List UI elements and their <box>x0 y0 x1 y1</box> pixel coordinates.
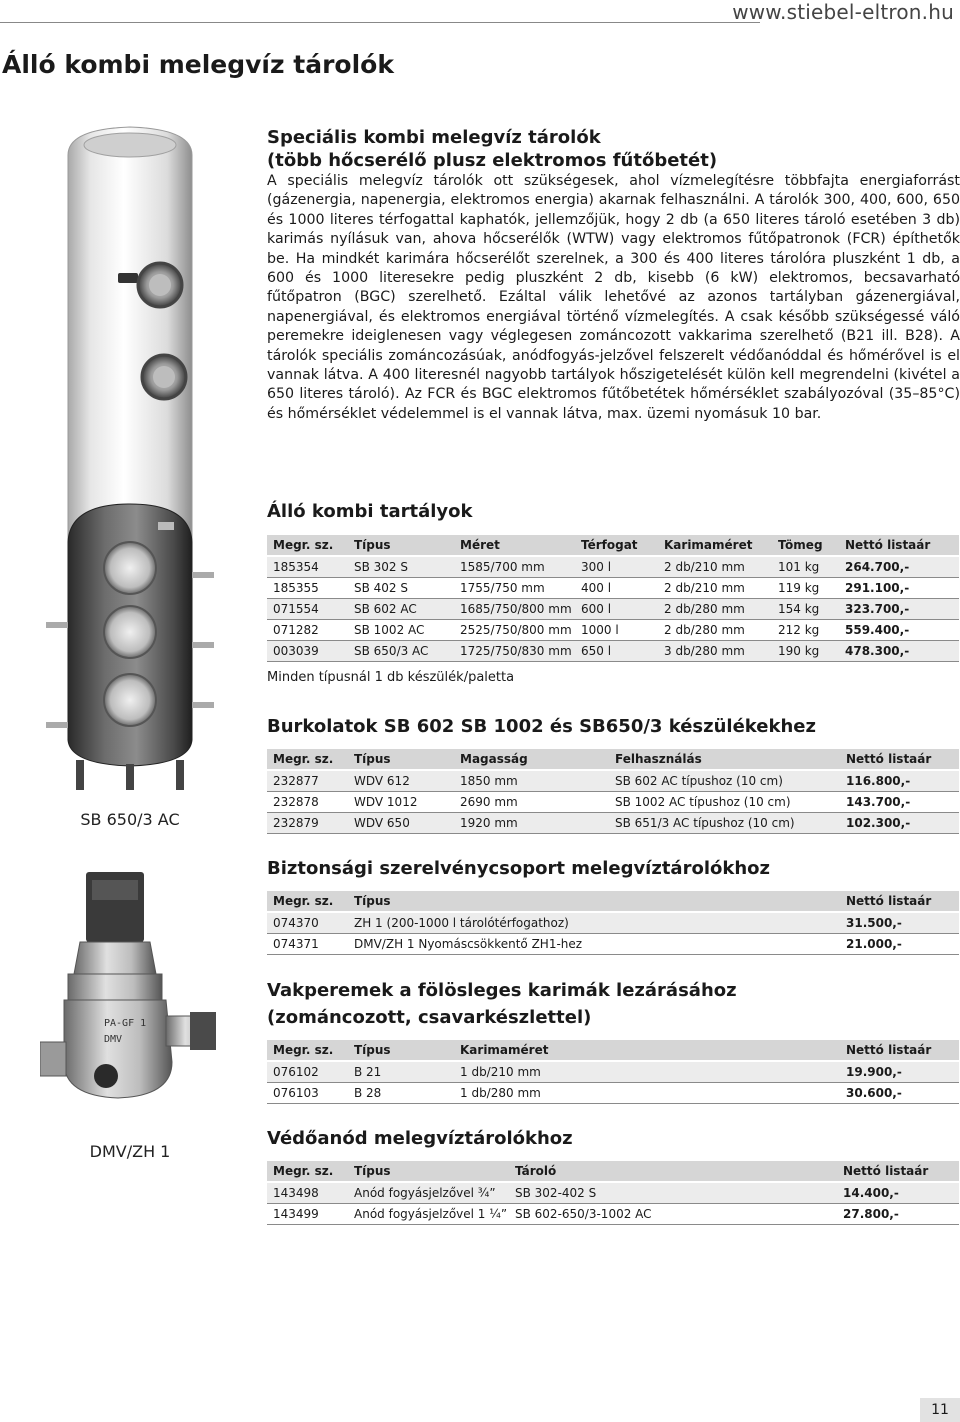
table-cell: Anód fogyásjelzővel 1 ¼” <box>348 1204 509 1225</box>
price-cell: 291.100,- <box>839 578 959 599</box>
table-cell: 300 l <box>575 556 658 578</box>
table-row <box>267 620 959 641</box>
table-cell: SB 602 AC típushoz (10 cm) <box>609 770 840 792</box>
table-cell: SB 602 AC <box>348 599 454 620</box>
table-cell: WDV 650 <box>348 813 454 834</box>
table-cell: 232877 <box>267 770 348 792</box>
table-cell: 076102 <box>267 1061 348 1083</box>
table-row <box>267 934 959 955</box>
table-header-cell: Nettó listaár <box>840 1040 959 1061</box>
table-cell: 232879 <box>267 813 348 834</box>
table-cell: SB 402 S <box>348 578 454 599</box>
table-header-cell: Megr. sz. <box>267 891 348 912</box>
page-title: Álló kombi melegvíz tárolók <box>2 50 394 79</box>
table-cell: 2 db/280 mm <box>658 620 772 641</box>
anode-table <box>267 1161 959 1225</box>
table-header-cell: Felhasználás <box>609 749 840 770</box>
table-cell: 400 l <box>575 578 658 599</box>
table-cell: 2 db/210 mm <box>658 578 772 599</box>
table-cell: 1755/750 mm <box>454 578 575 599</box>
table-cell: DMV/ZH 1 Nyomáscsökkentő ZH1-hez <box>348 934 840 955</box>
price-cell: 31.500,- <box>840 912 959 934</box>
intro-block <box>267 126 960 424</box>
table-cell: 2525/750/800 mm <box>454 620 575 641</box>
section-title-covers: Burkolatok SB 602 SB 1002 és SB650/3 készülékekhez <box>267 716 816 737</box>
table-header-cell: Megr. sz. <box>267 1040 348 1061</box>
table-cell: WDV 612 <box>348 770 454 792</box>
table-header-cell: Nettó listaár <box>840 749 959 770</box>
table-cell: 2 db/210 mm <box>658 556 772 578</box>
table-row <box>267 641 959 662</box>
table-cell: 071282 <box>267 620 348 641</box>
table-header-cell: Karimaméret <box>658 535 772 556</box>
table-cell: 143498 <box>267 1182 348 1204</box>
table-row <box>267 1061 959 1083</box>
table-row <box>267 578 959 599</box>
intro-paragraph: A speciális melegvíz tárolók ott szükségesek, ahol vízmelegítésre többfajta energiaforrást (gázenergia, napenergia, elektromos energia) akarnak felhasználni. A tárolók 300, 400, 600, 650 és 1000 literes térfogattal kaphatók, jellemzőjük, hogy 2 db (a 650 literes tároló esetében 3 db) karimás nyílásuk van, ahova hőcserélők (WTW) vagy elektromos fűtőpatronok (FCR) építhetők be. Ha mindkét karimára hőcserélőt szerelnek, a 300 és 400 literes tárolóra pluszként 1 db, a 600 és 1000 literesekre pedig pluszként 2 db, kisebb (6 kW) elektromos, becsavarható fűtőpatron (BGC) szerelhető. Ezáltal válik lehetővé az azonos tartályban gázenergiával, napenergiával, és elektromos energiával történő vízmelegítés. A csak később szükségessé váló peremekre ideiglenesen vagy véglegesen zománcozott vakkarima szerelhető (B21 ill. B28). A tárolók speciális zománcozásúak, anódfogyás-jelzővel felszerelt védőanóddal és hőmérővel is el vannak látva. A 400 literesnél nagyobb tartályok hőszigetelését külön kell megrendelni (kivétel a 650 literes tároló). Az FCR és BGC elektromos fűtőbetétek hőmérséklet szabályozóval (35–85°C) és hőmérséklet védelemmel is el vannak látva, max. üzemi nyomásuk 10 bar. <box>267 173 960 422</box>
sb650-caption: SB 650/3 AC <box>80 810 180 829</box>
table-cell: 1000 l <box>575 620 658 641</box>
table-cell: 154 kg <box>772 599 839 620</box>
table-cell: 003039 <box>267 641 348 662</box>
dmv-valve-image <box>40 866 220 1132</box>
table-header-cell: Karimaméret <box>454 1040 840 1061</box>
section-title-blind-flanges-line2: (zománcozott, csavarkészlettel) <box>267 1007 592 1028</box>
table-cell: 185355 <box>267 578 348 599</box>
dmv-label-1: PA-GF 1 <box>104 1018 147 1029</box>
price-cell: 14.400,- <box>837 1182 959 1204</box>
table-header-cell: Méret <box>454 535 575 556</box>
price-cell: 19.900,- <box>840 1061 959 1083</box>
table-cell: ZH 1 (200-1000 l tárolótérfogathoz) <box>348 912 840 934</box>
table-cell: 074370 <box>267 912 348 934</box>
table-cell: 1920 mm <box>454 813 609 834</box>
price-cell: 264.700,- <box>839 556 959 578</box>
table-cell: 076103 <box>267 1083 348 1104</box>
table-header-cell: Nettó listaár <box>837 1161 959 1182</box>
price-cell: 30.600,- <box>840 1083 959 1104</box>
table-header-cell: Magasság <box>454 749 609 770</box>
dmv-label-2: DMV <box>104 1034 123 1045</box>
table-cell: SB 651/3 AC típushoz (10 cm) <box>609 813 840 834</box>
table-cell: 1585/700 mm <box>454 556 575 578</box>
table-header-row <box>267 1161 959 1182</box>
intro-heading-line1: Speciális kombi melegvíz tárolók <box>267 127 601 148</box>
tanks-table <box>267 535 959 662</box>
website-url: www.stiebel-eltron.hu <box>732 0 954 24</box>
table-cell: 1 db/280 mm <box>454 1083 840 1104</box>
table-cell: SB 302 S <box>348 556 454 578</box>
table-header-cell: Megr. sz. <box>267 535 348 556</box>
table-header-cell: Megr. sz. <box>267 1161 348 1182</box>
table-cell: SB 302-402 S <box>509 1182 837 1204</box>
section-title-blind-flanges-line1: Vakperemek a fölösleges karimák lezárásához <box>267 980 737 1001</box>
table-header-cell: Típus <box>348 891 840 912</box>
table-header-cell: Típus <box>348 1161 509 1182</box>
table-cell: Anód fogyásjelzővel ¾” <box>348 1182 509 1204</box>
table-cell: B 21 <box>348 1061 454 1083</box>
table-cell: SB 1002 AC típushoz (10 cm) <box>609 792 840 813</box>
table-cell: 074371 <box>267 934 348 955</box>
table-header-cell: Nettó listaár <box>840 891 959 912</box>
table-header-cell: Típus <box>348 749 454 770</box>
table-cell: SB 650/3 AC <box>348 641 454 662</box>
section-title-anode: Védőanód melegvíztárolókhoz <box>267 1128 573 1149</box>
table-row <box>267 813 959 834</box>
price-cell: 143.700,- <box>840 792 959 813</box>
blind-flanges-table <box>267 1040 959 1104</box>
table-header-row <box>267 1040 959 1061</box>
intro-heading-line2: (több hőcserélő plusz elektromos fűtőbetét) <box>267 150 718 171</box>
table-cell: 1850 mm <box>454 770 609 792</box>
table-row <box>267 1182 959 1204</box>
table-header-row <box>267 891 959 912</box>
price-cell: 27.800,- <box>837 1204 959 1225</box>
table-cell: 650 l <box>575 641 658 662</box>
table-cell: 1685/750/800 mm <box>454 599 575 620</box>
table-cell: B 28 <box>348 1083 454 1104</box>
table-cell: 2690 mm <box>454 792 609 813</box>
header-rule <box>0 22 760 23</box>
table-row <box>267 792 959 813</box>
page-header <box>0 0 960 30</box>
table-row <box>267 556 959 578</box>
table-cell: SB 1002 AC <box>348 620 454 641</box>
sb650-tank-image <box>40 502 220 790</box>
table-cell: 1 db/210 mm <box>454 1061 840 1083</box>
table-header-cell: Típus <box>348 535 454 556</box>
section-title-safety: Biztonsági szerelvénycsoport melegvíztárolókhoz <box>267 858 770 879</box>
table-cell: 3 db/280 mm <box>658 641 772 662</box>
table-header-row <box>267 749 959 770</box>
table-row <box>267 912 959 934</box>
page-number: 11 <box>920 1398 960 1422</box>
section-title-tanks: Álló kombi tartályok <box>267 501 473 522</box>
table-cell: 101 kg <box>772 556 839 578</box>
dmv-caption: DMV/ZH 1 <box>89 1142 171 1161</box>
price-cell: 559.400,- <box>839 620 959 641</box>
price-cell: 323.700,- <box>839 599 959 620</box>
price-cell: 478.300,- <box>839 641 959 662</box>
table-cell: 071554 <box>267 599 348 620</box>
safety-table <box>267 891 959 955</box>
table-header-cell: Tömeg <box>772 535 839 556</box>
table-cell: 600 l <box>575 599 658 620</box>
table-cell: 212 kg <box>772 620 839 641</box>
covers-table <box>267 749 959 834</box>
table-cell: 143499 <box>267 1204 348 1225</box>
table-row <box>267 599 959 620</box>
table-cell: 190 kg <box>772 641 839 662</box>
table-header-cell: Térfogat <box>575 535 658 556</box>
table-cell: 1725/750/830 mm <box>454 641 575 662</box>
table-cell: 2 db/280 mm <box>658 599 772 620</box>
table-header-row <box>267 535 959 556</box>
table-row <box>267 770 959 792</box>
table-row <box>267 1204 959 1225</box>
table-row <box>267 1083 959 1104</box>
table-header-cell: Tároló <box>509 1161 837 1182</box>
table-cell: 232878 <box>267 792 348 813</box>
table-cell: WDV 1012 <box>348 792 454 813</box>
table-header-cell: Nettó listaár <box>839 535 959 556</box>
table-header-cell: Megr. sz. <box>267 749 348 770</box>
table-cell: SB 602-650/3-1002 AC <box>509 1204 837 1225</box>
table-header-cell: Típus <box>348 1040 454 1061</box>
table-cell: 185354 <box>267 556 348 578</box>
table-cell: 119 kg <box>772 578 839 599</box>
price-cell: 116.800,- <box>840 770 959 792</box>
palette-note: Minden típusnál 1 db készülék/paletta <box>267 670 515 685</box>
price-cell: 102.300,- <box>840 813 959 834</box>
price-cell: 21.000,- <box>840 934 959 955</box>
